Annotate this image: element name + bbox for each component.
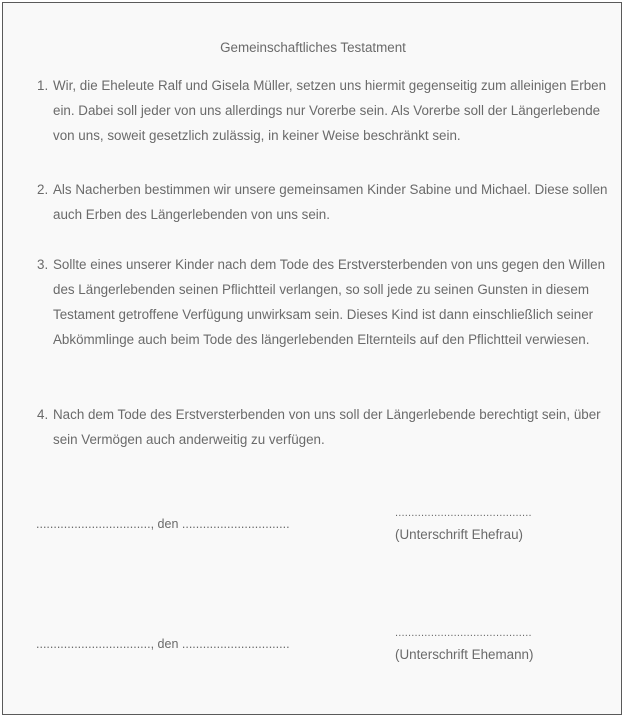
clause-text: Sollte eines unserer Kinder nach dem Tode des Erstversterbenden von uns gegen den Willen des Längerlebenden seinen Pflichtteil verlangen, so soll jede zu seinen Gunsten in diesem Testament getroffene Verfügung unwirksam sein. Dieses Kind ist dann einschließlich seiner Abkömmlinge auch beim Tode des längerlebenden Elternteils auf den Pflichtteil verwiesen. [53, 257, 606, 347]
document-title: Gemeinschaftliches Testatment [220, 40, 406, 55]
place-date-line-wife: ................................., den ............................... [36, 517, 290, 531]
testament-page [2, 2, 622, 715]
clause-number: 1. [37, 78, 49, 93]
place-date-line-husband: ................................., den ............................... [36, 637, 290, 651]
clause-number: 3. [37, 257, 49, 272]
clause-text: Nach dem Tode des Erstversterbenden von uns soll der Längerlebende berechtigt sein, über sein Vermögen auch anderweitig zu verfügen. [53, 407, 601, 447]
clause-number: 2. [37, 182, 49, 197]
clause-number: 4. [37, 407, 49, 422]
clause-text: Wir, die Eheleute Ralf und Gisela Müller, setzen uns hiermit gegenseitig zum alleinigen Erben ein. Dabei soll jeder von uns allerdings nur Vorerbe sein. Als Vorerbe soll der Längerlebende von uns, soweit gesetzlich zulässig, in keiner Weise beschränkt sein. [53, 78, 607, 143]
signature-block-husband [395, 626, 533, 662]
signature-block-wife [395, 506, 532, 542]
signature-line-husband: .......................................... [395, 627, 532, 639]
signature-caption-wife: (Unterschrift Ehefrau) [395, 527, 523, 542]
signature-line-wife: .......................................... [395, 507, 532, 519]
signature-caption-husband: (Unterschrift Ehemann) [395, 647, 534, 662]
clause-text: Als Nacherben bestimmen wir unsere gemeinsamen Kinder Sabine und Michael. Diese sollen auch Erben des Längerlebenden von uns sein. [53, 182, 608, 222]
